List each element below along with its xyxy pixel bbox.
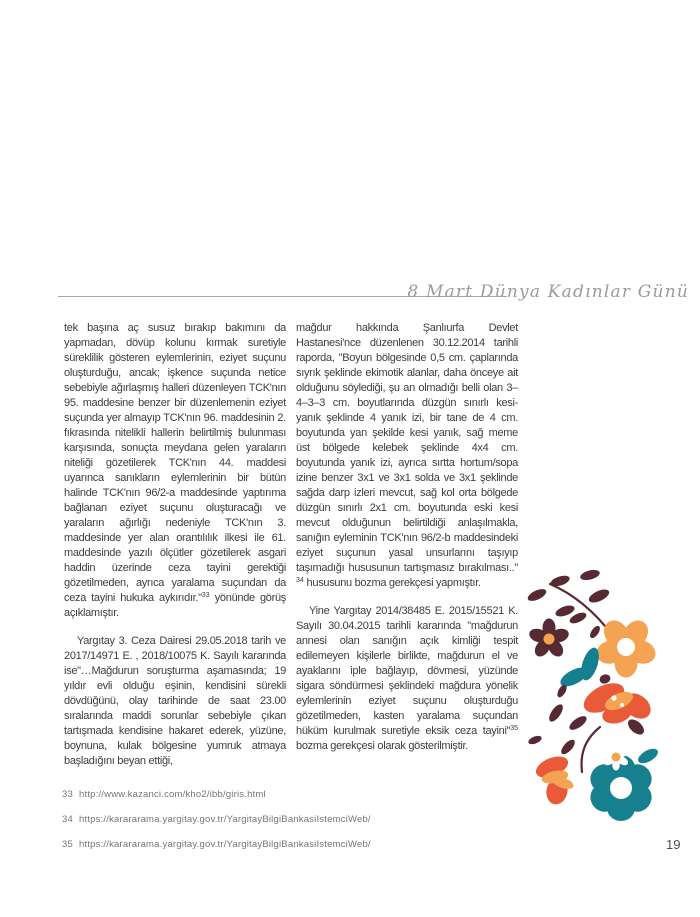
footnote-item [62,814,371,826]
page-header-title: 8 Mart Dünya Kadınlar Günü [407,282,689,302]
paragraph-text: Yine Yargıtay 2014/38485 E. 2015/15521 K. Sayılı 30.04.2015 tarihli kararında "mağdurun annesi olan sanığın açık kimliği tespit edilemeyen kişilerle birlikte, mağdurun el ve ayaklarını iple bağlayıp, dövmesi, yüzünde sigara söndürmesi şeklindeki mağdura yönelik eylemlerinin eziyet suçunu oluşturduğu gözetilmeden, kasten yaralama suçundan hüküm kurulmak suretiyle eksik ceza tayini" [296,605,518,737]
footnote-item [62,839,371,851]
paragraph-text: hususunu bozma gerekçesi yapmıştır. [303,577,481,589]
body-paragraph [296,321,518,591]
paragraph-text: yönünde görüş açıklamıştır. [64,592,286,619]
footnote-ref: 34 [296,577,304,584]
page-number: 19 [666,837,681,852]
footnote-url[interactable]: https://karararama.yargitay.gov.tr/YargitayBilgiBankasiIstemciWeb/ [78,814,371,825]
teal-flower-icon [585,744,660,822]
footnote-ref: 33 [201,592,210,599]
body-paragraph [296,604,518,754]
paragraph-text: mağdur hakkında Şanlıurfa Devlet Hastanesi'nce düzenlenen 30.12.2014 tarihli raporda, "Boyun bölgesinde 0,5 cm. çaplarında sıyrık şeklinde ekimotik alanlar, daha önceye ait olduğunu söylediği, şu an olmadığı belli olan 3–4–3–3 cm. boyutlarında düzgün sınırlı kesi-yanık şeklinde 4 yanık izi, bir tane de 4 cm. boyutunda yan şekilde kesi yanık, sağ meme üst bölgede kelebek şeklinde 4x4 cm. boyutunda yanık izi, ayrıca sırtta hortum/sopa izine benzer 3x1 ve 3x1 solda ve 3x1 şeklinde sağda darp izleri mevcut, sağ kol orta bölgede düzgün sınırlı 2x1 cm. boyutunda eski kesi mevcut olduğunun belirtildiği anlaşılmakla, sanığın eyleminin TCK'nın 96/2-b maddesindeki eziyet suçunun yasal unsurlarını taşıyıp taşımadığı hususunun tartışmasız bırakılması.." [296,322,518,574]
footnotes [62,789,371,864]
paragraph-text: Yargıtay 3. Ceza Dairesi 29.05.2018 tarih ve 2017/14971 E. , 2018/10075 K. Sayılı kararında ise"…Mağdurun soruşturma aşamasında; 19 yıldır evli olduğu eşinin, kendisini sürekli dövdüğünü, olay tarihinde de saat 23.00 sıralarında maddi sorunlar sebebiyle çıkan tartışmada kendisine hakaret ederek, yüzüne, boynuna, kulak bölgesine yumruk atmaya başladığını beyan ettiği, [64,635,286,767]
footnote-number: 35 [62,839,73,850]
footnote-url[interactable]: https://karararama.yargitay.gov.tr/YargitayBilgiBankasiIstemciWeb/ [78,839,371,850]
article-body [64,321,519,769]
coral-flower-icon [533,752,575,806]
text-column-left [64,321,286,769]
body-paragraph [64,634,286,769]
footnote-ref: 35 [510,725,518,732]
text-column-right [296,321,518,769]
paragraph-text: tek başına aç susuz bırakıp bakımını da yapmadan, dövüp kolunu kırmak suretiyle süreklilik gösteren eylemlerinin, eziyet suçunu oluşturduğu, ancak; işkence suçunda netice sebebiyle ağırlaşmış halleri düzenleyen TCK'nın 95. maddesine benzer bir düzenlemenin eziyet suçunda yer almayıp TCK'nın 96. maddesinin 2. fıkrasında nitelikli hallerin belirtilmiş bulunması karşısında, sonuçta meydana gelen yaraların niteliği gözetilerek TCK'nın 44. maddesi uyarınca sanıkların eylemlerinin bir bütün halinde TCK'nın 96/2-a maddesinde yaptırıma bağlanan eziyet suçunu oluşturacağı ve yaraların ağırlığı nedeniyle TCK'nın 3. maddesinde yer alan orantılılık ilkesi ile 61. maddesinde yazılı ölçütler gözetilerek asgari haddin üzerinde ceza tayini gerektiği gözetilmeden, ayrıca yaralama suçundan da ceza tayini hukuka aykırıdır." [64,322,286,604]
maroon-flower-icon [527,619,570,660]
body-paragraph [64,321,286,621]
tulip-icon [579,677,656,737]
footnote-number: 34 [62,814,73,825]
footnote-item [62,789,371,801]
footnote-url[interactable]: http://www.kazanci.com/kho2/ibb/giris.html [78,789,266,800]
floral-ornament-illustration [520,550,700,862]
paragraph-text: bozma gerekçesi olarak gösterilmiştir. [296,740,469,752]
footnote-number: 33 [62,789,73,800]
